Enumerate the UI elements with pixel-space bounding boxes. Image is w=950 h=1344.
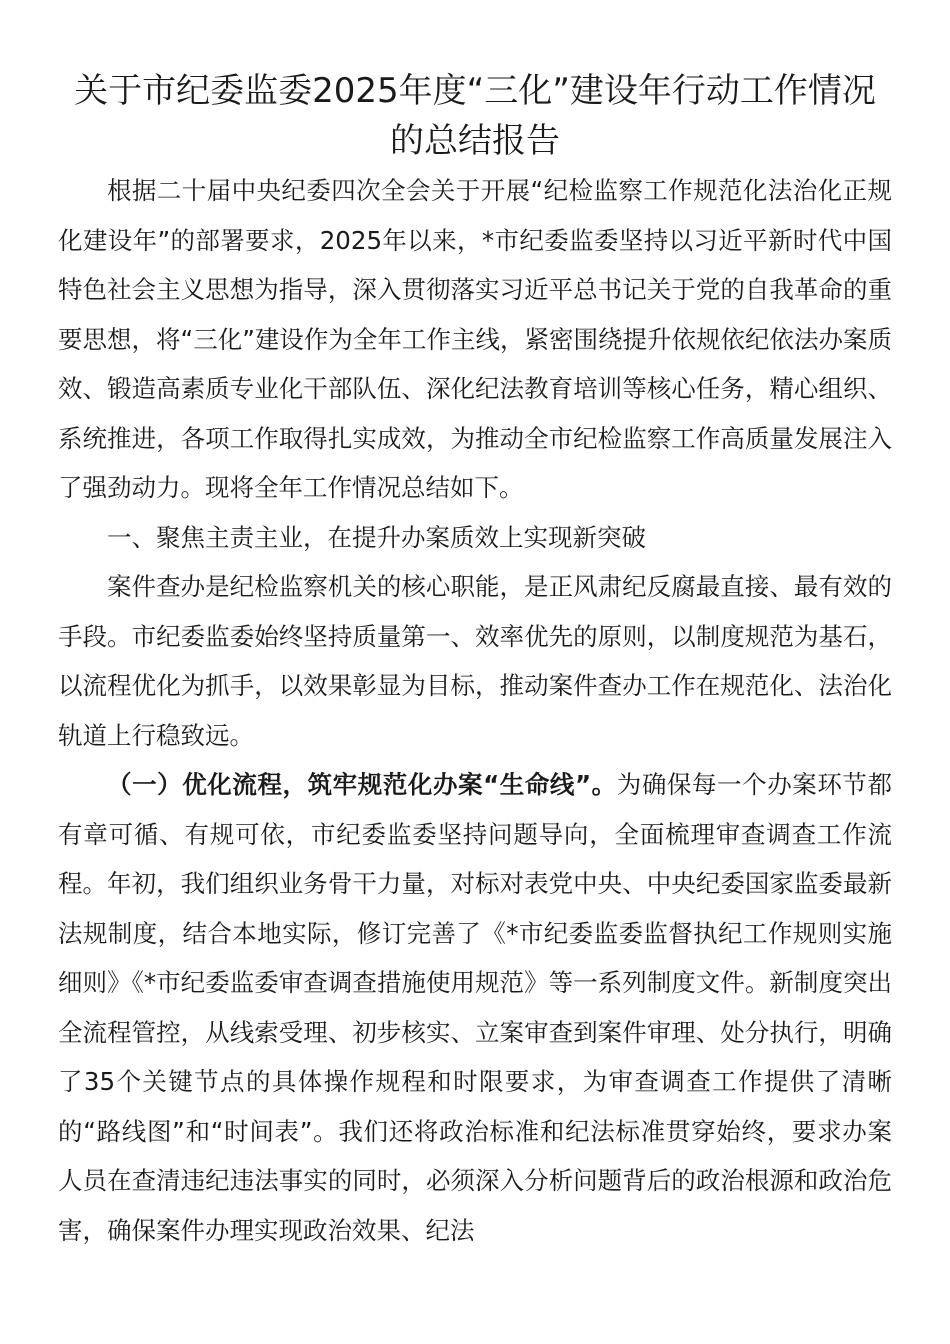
document-body (58, 166, 892, 1255)
subsection-1-paragraph (58, 760, 892, 1255)
section-1-paragraph: 案件查办是纪检监察机关的核心职能，是正风肃纪反腐最直接、最有效的手段。市纪委监委始终坚持质量第一、效率优先的原则，以制度规范为基石，以流程优化为抓手，以效果彰显为目标，推动案件查办工作在规范化、法治化轨道上行稳致远。 (58, 572, 892, 750)
intro-paragraph: 根据二十届中央纪委四次全会关于开展“纪检监察工作规范化法治化正规化建设年”的部署要求，2025年以来，*市纪委监委坚持以习近平新时代中国特色社会主义思想为指导，深入贯彻落实习近平总书记关于党的自我革命的重要思想，将“三化”建设作为全年工作主线，紧密围绕提升依规依纪依法办案质效、锻造高素质专业化干部队伍、深化纪法教育培训等核心任务，精心组织、系统推进，各项工作取得扎实成效，为推动全市纪检监察工作高质量发展注入了强劲动力。现将全年工作情况总结如下。 (58, 176, 892, 502)
subsection-1-heading: （一）优化流程，筑牢规范化办案“生命线”。 (107, 770, 617, 799)
subsection-1-text: 为确保每一个办案环节都有章可循、有规可依，市纪委监委坚持问题导向，全面梳理审查调查工作流程。年初，我们组织业务骨干力量，对标对表党中央、中央纪委国家监委最新法规制度，结合本地实际，修订完善了《*市纪委监委监督执纪工作规则实施细则》《*市纪委监委审查调查措施使用规范》等一系列制度文件。新制度突出全流程管控，从线索受理、初步核实、立案审查到案件审理、处分执行，明确了35个关键节点的具体操作规程和时限要求，为审查调查工作提供了清晰的“路线图”和“时间表”。我们还将政治标准和纪法标准贯穿始终，要求办案人员在查清违纪违法事实的同时，必须深入分析问题背后的政治根源和政治危害，确保案件办理实现政治效果、纪法 (58, 770, 893, 1245)
section-heading-1: 一、聚焦主责主业，在提升办案质效上实现新突破 (107, 522, 646, 552)
document-title: 关于市纪委监委2025年度“三化”建设年行动工作情况的总结报告 (74, 71, 876, 161)
